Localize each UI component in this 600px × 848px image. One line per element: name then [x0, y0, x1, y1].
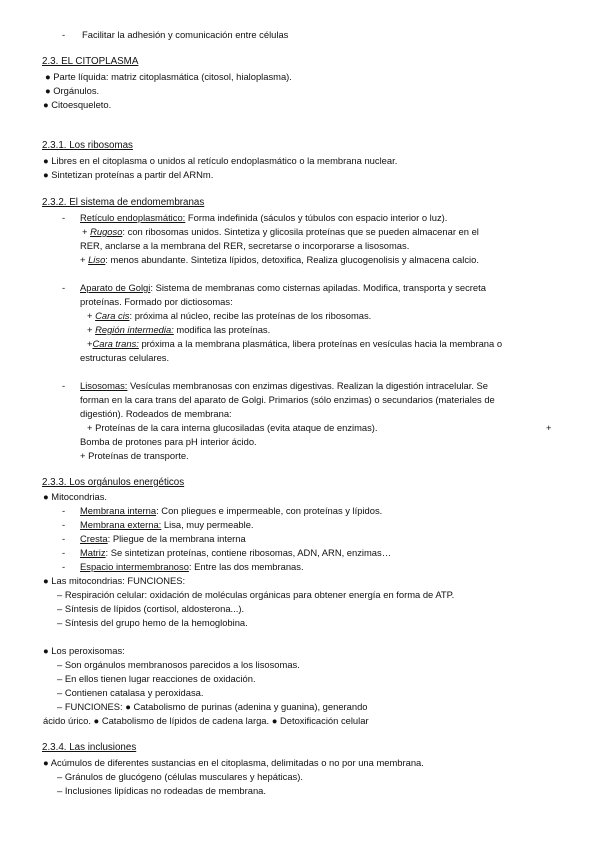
mito-part-label: Membrana interna [80, 505, 157, 516]
mito-part [80, 547, 391, 559]
dash-marker: - [62, 29, 66, 40]
dash-marker: - [62, 282, 66, 293]
lisosomas-paragraph [80, 380, 488, 392]
plus-marker: + [80, 254, 89, 265]
mito-part-text: : Con pliegues e impermeable, con proteínas y lípidos. [156, 505, 383, 516]
golgi-intermedia-line [87, 324, 270, 336]
mito-part [80, 519, 254, 531]
list-item: – Gránulos de glucógeno (células musculares y hepáticas). [57, 771, 303, 782]
list-item: – Síntesis del grupo hemo de la hemoglobina. [57, 617, 248, 628]
mito-part-label: Cresta [80, 533, 108, 544]
section-heading-endomembranas: 2.3.2. El sistema de endomembranas [42, 197, 205, 208]
lisosomas-point: + Proteínas de transporte. [80, 450, 189, 461]
mito-part-label: Matriz [80, 547, 106, 558]
section-heading-citoplasma: 2.3. EL CITOPLASMA [42, 56, 139, 67]
list-item: ● Libres en el citoplasma o unidos al retículo endoplasmático o la membrana nuclear. [43, 155, 398, 166]
mito-part-text: : Entre las dos membranas. [188, 561, 304, 572]
cis-text: : próxima al núcleo, recibe las proteínas de los ribosomas. [129, 310, 372, 321]
mito-part-label: Membrana externa: [80, 519, 162, 530]
liso-label: Liso [88, 254, 106, 265]
trans-text: próxima a la membrana plasmática, libera proteínas en vesículas hacia la membrana o [138, 338, 503, 349]
list-item: ● Mitocondrias. [43, 491, 108, 502]
liso-text: : menos abundante. Sintetiza lípidos, detoxifica, Realiza glucogenolisis y almacena calcio. [105, 254, 479, 265]
dash-marker: - [62, 212, 66, 223]
mito-part [80, 561, 304, 573]
list-item: – Inclusiones lipídicas no rodeadas de membrana. [57, 785, 266, 796]
mito-part-label: Espacio intermembranoso [80, 561, 189, 572]
intro-text: Facilitar la adhesión y comunicación entre células [82, 29, 289, 40]
list-item: – Son orgánulos membranosos parecidos a los lisosomas. [57, 659, 300, 670]
golgi-paragraph [80, 282, 486, 294]
lisosomas-title: Lisosomas: [80, 380, 128, 391]
golgi-cis-line [87, 310, 371, 322]
rer-liso-line [80, 254, 479, 266]
plus-marker: + [82, 226, 91, 237]
trans-text-cont: estructuras celulares. [80, 352, 170, 363]
list-item: ● Parte líquida: matriz citoplasmática (citosol, hialoplasma). [45, 71, 292, 82]
list-item: ácido úrico. ● Catabolismo de lípidos de cadena larga. ● Detoxificación celular [43, 715, 369, 726]
rer-paragraph [80, 212, 447, 224]
dash-marker: - [62, 533, 66, 544]
rugoso-label: Rugoso [90, 226, 123, 237]
golgi-desc-cont: proteínas. Formado por dictiosomas: [80, 296, 233, 307]
rer-rugoso-line [82, 226, 479, 238]
list-item: ● Orgánulos. [45, 85, 100, 96]
list-item: – En ellos tienen lugar reacciones de oxidación. [57, 673, 256, 684]
golgi-title: Aparato de Golgi [80, 282, 151, 293]
lisosomas-desc-cont: digestión). Rodeados de membrana: [80, 408, 232, 419]
intermedia-text: modifica las proteínas. [173, 324, 271, 335]
list-item: – Respiración celular: oxidación de moléculas orgánicas para obtener energía en forma de ATP. [57, 589, 455, 600]
dash-marker: - [62, 561, 66, 572]
lisosomas-point: + Proteínas de la cara interna glucosiladas (evita ataque de enzimas). [87, 422, 378, 433]
dash-marker: - [62, 380, 66, 391]
rer-title: Retículo endoplasmático: [80, 212, 186, 223]
rer-desc: Forma indefinida (sáculos y túbulos con espacio interior o luz). [185, 212, 448, 223]
list-item: – Contienen catalasa y peroxidasa. [57, 687, 204, 698]
golgi-trans-line [87, 338, 502, 350]
rugoso-text: : con ribosomas unidos. Sintetiza y glicosila proteínas que se pueden almacenar en el [122, 226, 479, 237]
lisosomas-point: Bomba de protones para pH interior ácido. [80, 436, 257, 447]
list-item: – FUNCIONES: ● Catabolismo de purinas (adenina y guanina), generando [57, 701, 368, 712]
section-heading-inclusiones: 2.3.4. Las inclusiones [42, 742, 137, 753]
list-item: – Síntesis de lípidos (cortisol, aldosterona...). [57, 603, 245, 614]
dash-marker: - [62, 505, 66, 516]
cis-label: Cara cis [95, 310, 130, 321]
plus-marker: + [87, 310, 96, 321]
dash-marker: - [62, 547, 66, 558]
golgi-desc: : Sistema de membranas como cisternas apiladas. Modifica, transporta y secreta [150, 282, 486, 293]
plus-marker: + [87, 324, 96, 335]
mito-part-text: : Se sintetizan proteínas, contiene ribosomas, ADN, ARN, enzimas… [105, 547, 392, 558]
plus-marker: + [87, 338, 93, 349]
intermedia-label: Región intermedia: [95, 324, 174, 335]
rugoso-text-cont: RER, anclarse a la membrana del RER, secretarse o incorporarse a lisosomas. [80, 240, 410, 251]
list-item: ● Los peroxisomas: [43, 645, 125, 656]
trans-label: Cara trans: [92, 338, 139, 349]
mito-part [80, 533, 246, 545]
lisosomas-desc-cont: forman en la cara trans del aparato de Golgi. Primarios (sólo enzimas) o secundarios (materiales de [80, 394, 495, 405]
list-item: ● Sintetizan proteínas a partir del ARNm. [43, 169, 214, 180]
list-item: ● Acúmulos de diferentes sustancias en el citoplasma, delimitadas o no por una membrana. [43, 757, 424, 768]
lisosomas-desc: Vesículas membranosas con enzimas digestivas. Realizan la digestión intracelular. Se [127, 380, 489, 391]
mito-part-text: Lisa, muy permeable. [161, 519, 254, 530]
section-heading-ribosomas: 2.3.1. Los ribosomas [42, 140, 133, 151]
list-item: ● Citoesqueleto. [43, 99, 112, 110]
list-item: ● Las mitocondrias: FUNCIONES: [43, 575, 186, 586]
section-heading-energeticos: 2.3.3. Los orgánulos energéticos [42, 477, 185, 488]
mito-part [80, 505, 382, 517]
plus-marker: + [546, 422, 552, 433]
mito-part-text: : Pliegue de la membrana interna [107, 533, 246, 544]
dash-marker: - [62, 519, 66, 530]
